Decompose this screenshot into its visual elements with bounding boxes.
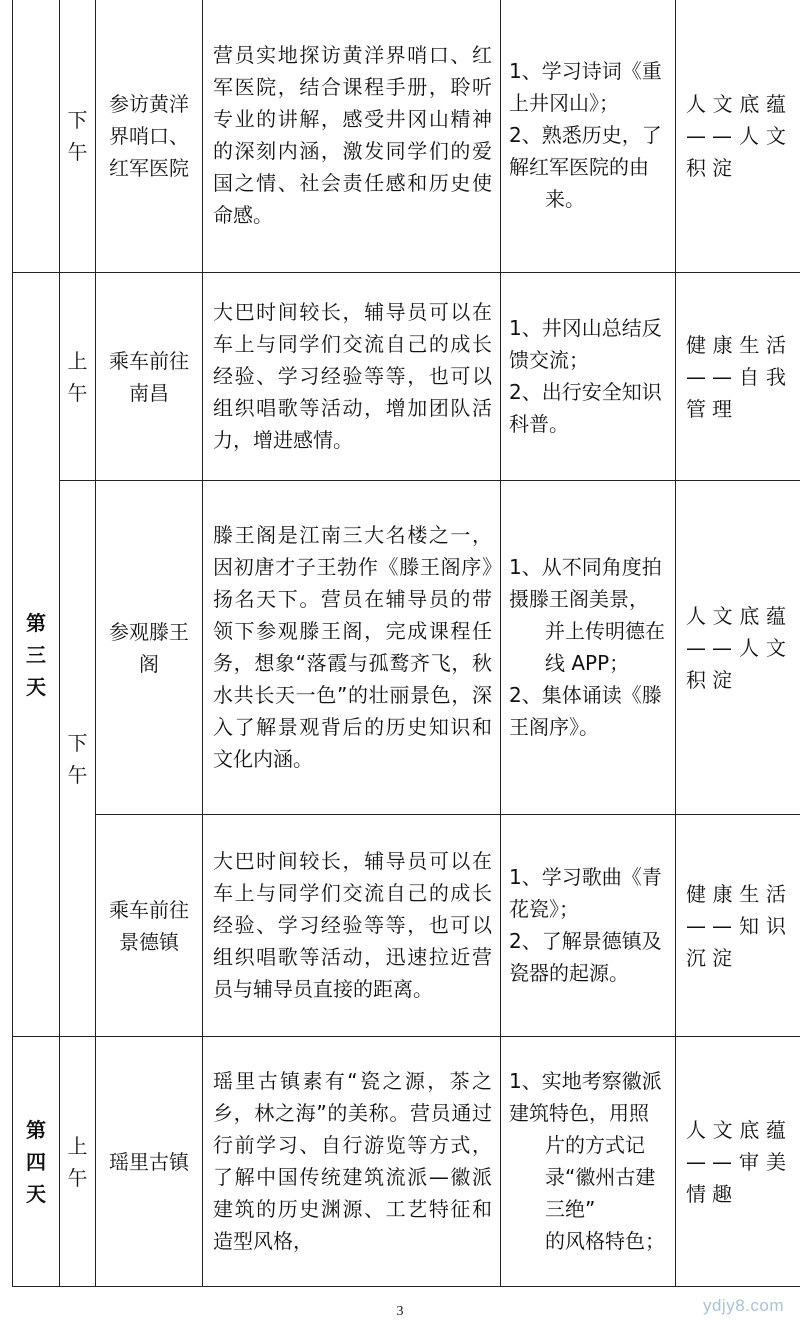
half-day-morning: 上午 bbox=[60, 273, 96, 481]
task-line: 2、出行安全知识科普。 bbox=[509, 379, 662, 436]
activity-cell: 参观滕王阁 bbox=[96, 481, 203, 815]
task-line: 来。 bbox=[545, 186, 585, 211]
literacy-cell: 健康生活——自我管理 bbox=[676, 273, 800, 481]
table-row bbox=[13, 1037, 800, 1287]
task-line: 2、熟悉历史，了解红军医院的由 bbox=[509, 122, 662, 179]
task-line: 2、集体诵读《滕王阁序》。 bbox=[509, 682, 662, 739]
page-number: 3 bbox=[396, 1304, 404, 1319]
tasks-cell bbox=[501, 273, 676, 481]
tasks-cell bbox=[501, 481, 676, 815]
itinerary-table bbox=[12, 0, 800, 1287]
day-label-day4: 第 四 天 bbox=[13, 1037, 60, 1287]
task-line: 1、从不同角度拍摄滕王阁美景， bbox=[509, 554, 662, 611]
task-line: 1、实地考察徽派建筑特色，用照 bbox=[509, 1068, 662, 1125]
day-label-day3: 第 三 天 bbox=[13, 273, 60, 1037]
task-line: 的风格特色； bbox=[545, 1228, 665, 1253]
half-day-afternoon: 下午 bbox=[60, 481, 96, 1037]
description-cell: 营员实地探访黄洋界哨口、红军医院，结合课程手册，聆听专业的讲解，感受井冈山精神的深刻内涵，激发同学们的爱国之情、社会责任感和历史使命感。 bbox=[203, 0, 501, 273]
tasks-cell bbox=[501, 0, 676, 273]
tasks-cell bbox=[501, 815, 676, 1037]
activity-cell: 瑶里古镇 bbox=[96, 1037, 203, 1287]
task-line: 片的方式记录“徽州古建三绝” bbox=[545, 1132, 656, 1221]
description-cell: 瑶里古镇素有“瓷之源，茶之乡，林之海”的美称。营员通过行前学习、自行游览等方式，了解中国传统建筑流派—徽派建筑的历史渊源、工艺特征和造型风格， bbox=[203, 1037, 501, 1287]
tasks-cell bbox=[501, 1037, 676, 1287]
activity-cell: 乘车前往南昌 bbox=[96, 273, 203, 481]
literacy-cell: 人文底蕴——审美情趣 bbox=[676, 1037, 800, 1287]
task-line: 1、学习诗词《重上井冈山》； bbox=[509, 58, 662, 115]
day-cell-empty bbox=[13, 0, 60, 273]
task-line: 2、了解景德镇及瓷器的起源。 bbox=[509, 928, 662, 985]
task-line: 并上传明德在线 APP； bbox=[545, 618, 665, 675]
table-row bbox=[13, 0, 800, 273]
literacy-cell: 健康生活——知识沉淀 bbox=[676, 815, 800, 1037]
task-line: 1、学习歌曲《青花瓷》； bbox=[509, 864, 662, 921]
watermark: ydjy8.com bbox=[702, 1296, 784, 1315]
activity-cell: 参访黄洋界哨口、红军医院 bbox=[96, 0, 203, 273]
literacy-cell: 人文底蕴——人文积淀 bbox=[676, 481, 800, 815]
half-day-afternoon: 下 午 bbox=[60, 0, 96, 273]
table-row bbox=[13, 481, 800, 815]
half-day-morning: 上午 bbox=[60, 1037, 96, 1287]
description-cell: 大巴时间较长，辅导员可以在车上与同学们交流自己的成长经验、学习经验等等，也可以组织唱歌等活动，增加团队活力，增进感情。 bbox=[203, 273, 501, 481]
table-row bbox=[13, 815, 800, 1037]
table-row bbox=[13, 273, 800, 481]
activity-cell: 乘车前往景德镇 bbox=[96, 815, 203, 1037]
description-cell: 滕王阁是江南三大名楼之一，因初唐才子王勃作《滕王阁序》扬名天下。营员在辅导员的带领下参观滕王阁，完成课程任务，想象“落霞与孤鹜齐飞，秋水共长天一色”的壮丽景色，深入了解景观背后的历史知识和文化内涵。 bbox=[203, 481, 501, 815]
literacy-cell: 人文底蕴——人文积淀 bbox=[676, 0, 800, 273]
description-cell: 大巴时间较长，辅导员可以在车上与同学们交流自己的成长经验、学习经验等等，也可以组织唱歌等活动，迅速拉近营员与辅导员直接的距离。 bbox=[203, 815, 501, 1037]
task-line: 1、井冈山总结反馈交流； bbox=[509, 315, 662, 372]
